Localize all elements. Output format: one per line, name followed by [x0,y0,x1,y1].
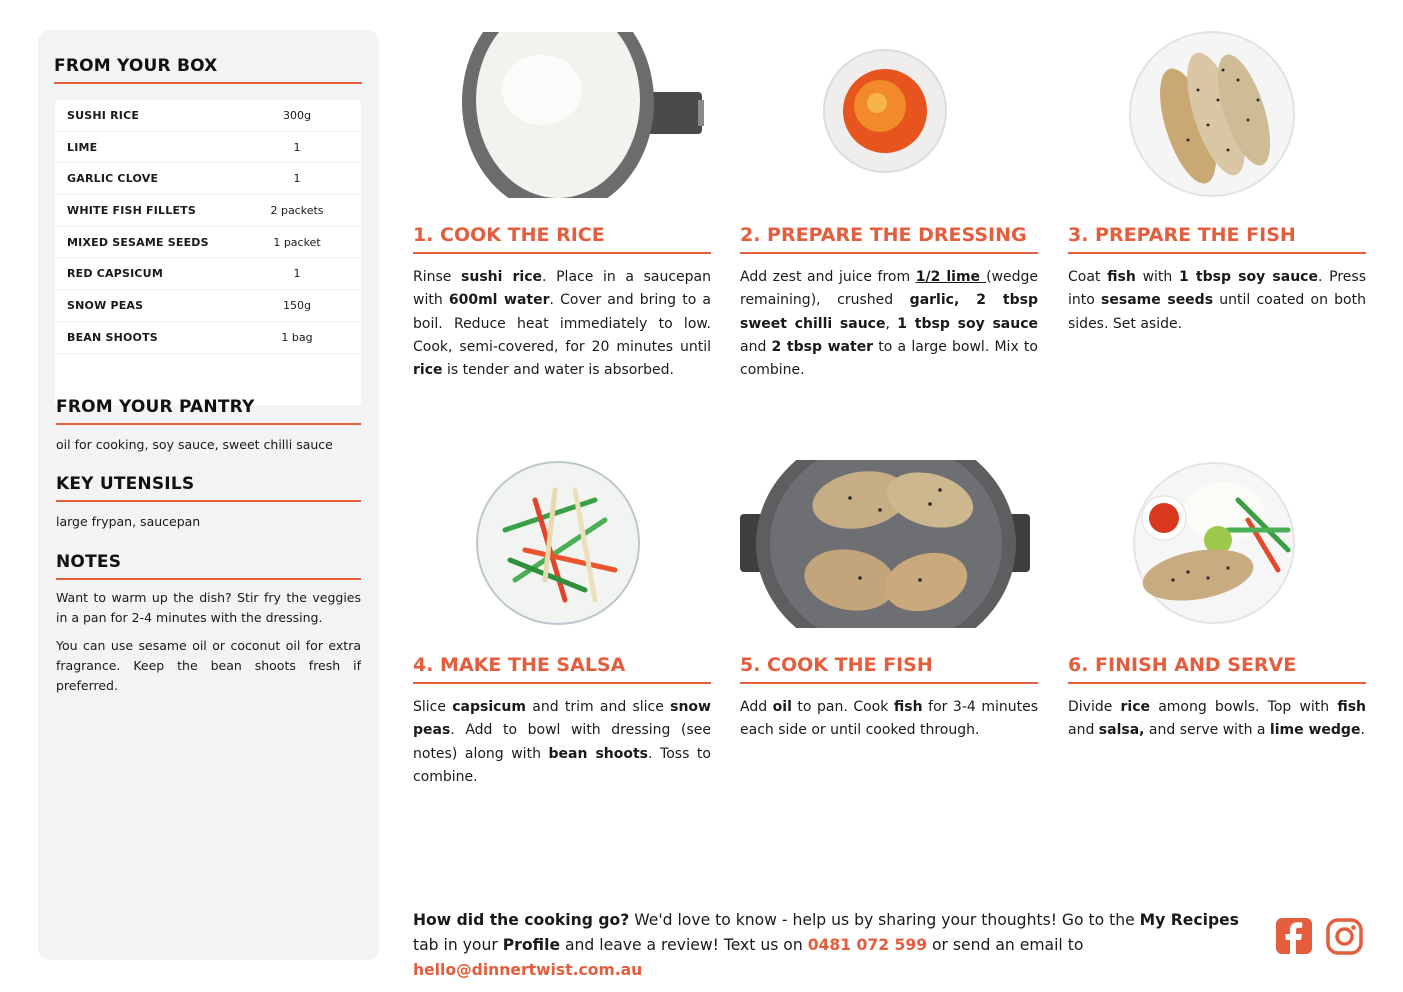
ingredient-name: WHITE FISH FILLETS [67,203,197,217]
utensils-section [56,474,361,532]
step-text: Add oil to pan. Cook fish for 3-4 minutes each side or until cooked through. [740,699,1038,739]
table-row [55,100,361,132]
ingredient-name: SNOW PEAS [67,298,144,312]
pantry-section [56,397,361,455]
dressing-bowl-image [822,48,948,174]
step-title: 4. MAKE THE SALSA [413,654,711,684]
ingredient-qty: 1 packet [273,235,321,249]
sesame-fish-plate-image [1128,30,1296,198]
ingredient-name: BEAN SHOOTS [67,330,158,344]
instagram-icon[interactable] [1326,918,1363,955]
step-text: Slice capsicum and trim and slice snow peas. Add to bowl with dressing (see notes) along with bean shoots. Toss to combine. [413,699,711,785]
step-title: 6. FINISH AND SERVE [1068,654,1366,684]
sidebar [38,30,379,960]
table-row [55,163,361,195]
table-row [55,227,361,259]
feedback-footer: How did the cooking go? We'd love to know - help us by sharing your thoughts! Go to the My Recipes tab in your Profile and leave a review! Text us on 0481 072 599 or send an email to hello@dinnertwist.com.au [413,911,1239,979]
step-2 [740,224,1038,382]
ingredients-table [55,100,361,405]
ingredient-qty: 1 bag [281,330,313,344]
ingredient-qty: 150g [283,298,311,312]
notes-text: Want to warm up the dish? Stir fry the veggies in a pan for 2-4 minutes with the dressing. [56,590,361,625]
ingredient-qty: 1 [293,267,301,281]
finished-dish-image [1128,460,1300,626]
step-3 [1068,224,1366,336]
step-text: Coat fish with 1 tbsp soy sauce. Press into sesame seeds until coated on both sides. Set aside. [1068,269,1366,332]
email-link[interactable]: hello@dinnertwist.com.au [413,961,643,979]
rice-pot-image [462,30,704,198]
table-row [55,132,361,164]
pantry-heading: FROM YOUR PANTRY [56,397,361,425]
step-title: 3. PREPARE THE FISH [1068,224,1366,254]
step-4 [413,654,711,789]
step-5 [740,654,1038,743]
ingredient-qty: 1 [293,140,301,154]
ingredient-qty: 300g [283,108,311,122]
utensils-text: large frypan, saucepan [56,514,201,529]
ingredient-qty: 2 packets [270,203,324,217]
salsa-bowl-image [475,460,641,626]
feedback-question: How did the cooking go? [413,911,630,929]
box-heading: FROM YOUR BOX [54,56,362,84]
ingredient-name: MIXED SESAME SEEDS [67,235,209,249]
step-title: 2. PREPARE THE DRESSING [740,224,1038,254]
notes-heading: NOTES [56,552,361,580]
notes-text: You can use sesame oil or coconut oil for extra fragrance. Keep the bean shoots fresh if preferred. [56,638,361,693]
ingredient-name: GARLIC CLOVE [67,172,159,186]
ingredient-name: RED CAPSICUM [67,267,163,281]
table-row [55,290,361,322]
ingredient-name: LIME [67,140,98,154]
step-title: 5. COOK THE FISH [740,654,1038,684]
step-title: 1. COOK THE RICE [413,224,711,254]
facebook-icon[interactable] [1276,918,1312,954]
table-row [55,258,361,290]
step-text: Rinse sushi rice. Place in a saucepan with 600ml water. Cover and bring to a boil. Reduce heat immediately to low. Cook, semi-covered, for 20 minutes until rice is tender and water is absorbed. [413,269,711,379]
fish-pan-image [740,460,1030,628]
table-row [55,322,361,354]
step-text: Divide rice among bowls. Top with fish and salsa, and serve with a lime wedge. [1068,699,1367,739]
table-row [55,195,361,227]
pantry-text: oil for cooking, soy sauce, sweet chilli sauce [56,437,333,452]
step-1 [413,224,711,382]
ingredient-name: SUSHI RICE [67,108,140,122]
phone-link[interactable]: 0481 072 599 [807,936,928,954]
ingredient-qty: 1 [293,172,301,186]
utensils-heading: KEY UTENSILS [56,474,361,502]
notes-section [56,552,361,696]
step-6 [1068,654,1366,743]
step-text: Add zest and juice from 1/2 lime (wedge remaining), crushed garlic, 2 tbsp sweet chilli sauce, 1 tbsp soy sauce and 2 tbsp water to a large bowl. Mix to combine. [740,269,1038,379]
